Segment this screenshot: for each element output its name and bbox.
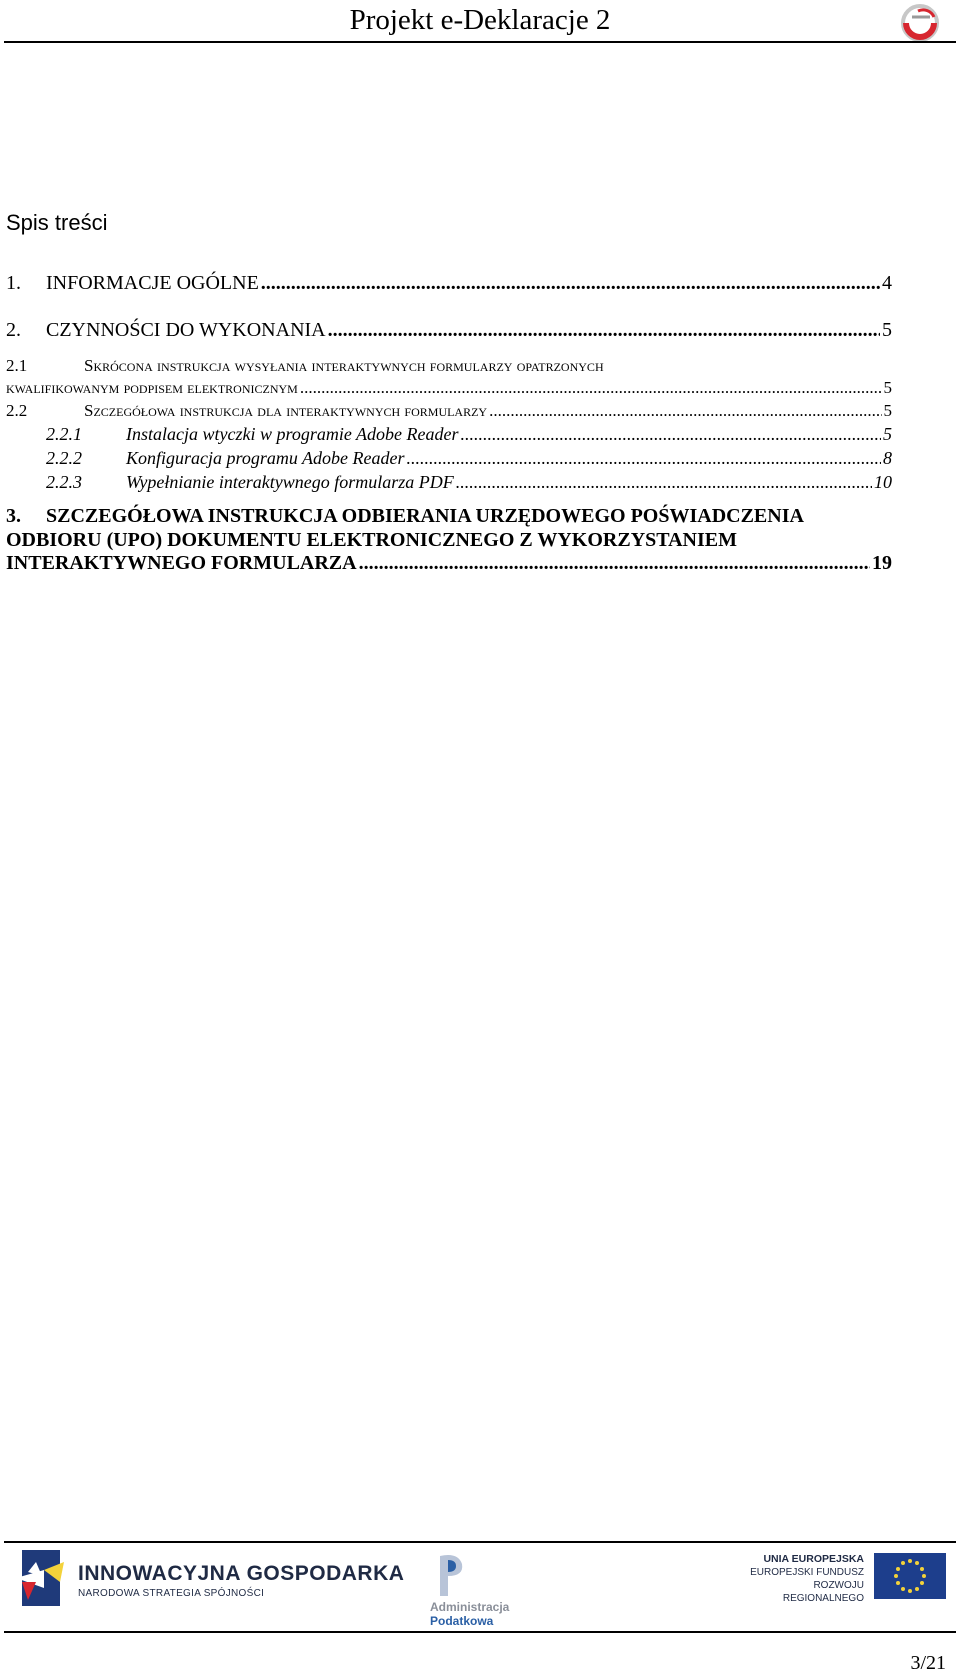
toc-entry[interactable] xyxy=(6,354,892,378)
toc-entry[interactable] xyxy=(46,422,892,446)
innowacyjna-gospodarka-emblem-icon xyxy=(14,1548,70,1610)
toc-entry-number: 3. xyxy=(6,505,21,527)
innowacyjna-gospodarka-logo xyxy=(14,1548,405,1610)
logo-ue-line2: EUROPEJSKI FUNDUSZ xyxy=(750,1567,864,1578)
logo-ue-line3: ROZWOJU REGIONALNEGO xyxy=(782,1580,864,1604)
toc-entry-number: 2.2 xyxy=(6,401,28,420)
toc-entry-page: 5 xyxy=(883,378,892,397)
toc-entry-page: 4 xyxy=(882,272,892,294)
toc-entry-number: 2.2.3 xyxy=(46,472,82,492)
toc-leader xyxy=(261,271,880,295)
toc-entry[interactable] xyxy=(6,399,892,423)
logo-ap-line2: Podatkowa xyxy=(430,1614,494,1628)
eu-flag-icon xyxy=(874,1553,946,1599)
e-deklaracje-logo-icon xyxy=(898,3,942,43)
toc-entry-text: Instalacja wtyczki w programie Adobe Reader xyxy=(126,424,459,444)
toc-entry-number: 2.1 xyxy=(6,356,28,375)
toc-leader xyxy=(406,446,881,470)
footer-divider-top xyxy=(4,1541,956,1543)
toc-entry-page: 10 xyxy=(874,472,892,492)
toc-entry-text: Szczegółowa instrukcja dla interaktywnych formularzy xyxy=(84,401,488,420)
header-divider xyxy=(4,41,956,43)
toc-leader xyxy=(300,376,882,400)
toc-entry-continued[interactable] xyxy=(6,528,892,552)
toc-entry-text: Wypełnianie interaktywnego formularza PDF xyxy=(126,472,454,492)
toc-entry-number: 1. xyxy=(6,272,21,294)
toc-entry-page: 5 xyxy=(882,319,892,341)
toc-entry-number: 2.2.2 xyxy=(46,448,82,468)
toc-leader xyxy=(456,470,872,494)
toc-entry[interactable] xyxy=(6,271,892,295)
page-number: 3/21 xyxy=(910,1652,946,1674)
toc-entry-page: 19 xyxy=(872,552,892,574)
toc-entry-continued[interactable] xyxy=(6,551,892,575)
toc-entry-page: 8 xyxy=(883,448,892,468)
toc-leader xyxy=(460,422,881,446)
toc-entry-text: Skrócona instrukcja wysyłania interaktywnych formularzy opatrzonych xyxy=(84,356,604,375)
administracja-podatkowa-logo xyxy=(430,1550,560,1630)
toc-entry-text: INFORMACJE OGÓLNE xyxy=(46,272,259,294)
document-header-title: Projekt e-Deklaracje 2 xyxy=(349,4,611,36)
toc-leader xyxy=(359,551,870,575)
toc-entry-text: Konfiguracja programu Adobe Reader xyxy=(126,448,405,468)
toc-entry-text: ODBIORU (UPO) DOKUMENTU ELEKTRONICZNEGO Z WYKORZYSTANIEM xyxy=(6,529,737,551)
toc-entry[interactable] xyxy=(6,318,892,342)
toc-entry-continued[interactable] xyxy=(6,376,892,400)
logo-ue-text xyxy=(736,1553,864,1605)
toc-entry-text: CZYNNOŚCI DO WYKONANIA xyxy=(46,319,326,341)
toc-entry[interactable] xyxy=(6,504,892,528)
toc-entry-text: INTERAKTYWNEGO FORMULARZA xyxy=(6,552,357,574)
logo-ue-line1: UNIA EUROPEJSKA xyxy=(763,1553,864,1565)
toc-entry-text: kwalifikowanym podpisem elektronicznym xyxy=(6,378,298,397)
administracja-podatkowa-emblem-icon xyxy=(430,1550,470,1598)
logo-ap-text xyxy=(430,1600,530,1628)
toc-leader xyxy=(489,399,881,423)
toc-entry-number: 2.2.1 xyxy=(46,424,82,444)
toc-entry[interactable] xyxy=(46,446,892,470)
toc-entry-page: 5 xyxy=(883,424,892,444)
toc-entry[interactable] xyxy=(46,470,892,494)
footer-divider-bottom xyxy=(4,1631,956,1633)
toc-entry-text: SZCZEGÓŁOWA INSTRUKCJA ODBIERANIA URZĘDOWEGO POŚWIADCZENIA xyxy=(46,505,804,527)
toc-entry-number: 2. xyxy=(6,319,21,341)
logo-ig-subtitle: NARODOWA STRATEGIA SPÓJNOŚCI xyxy=(78,1588,265,1599)
logo-ap-line1: Administracja xyxy=(430,1600,510,1614)
toc-leader xyxy=(328,318,880,342)
toc-title: Spis treści xyxy=(6,210,108,235)
toc-entry-page: 5 xyxy=(883,401,892,420)
unia-europejska-logo xyxy=(736,1553,946,1604)
logo-ig-title: INNOWACYJNA GOSPODARKA xyxy=(78,1562,405,1585)
